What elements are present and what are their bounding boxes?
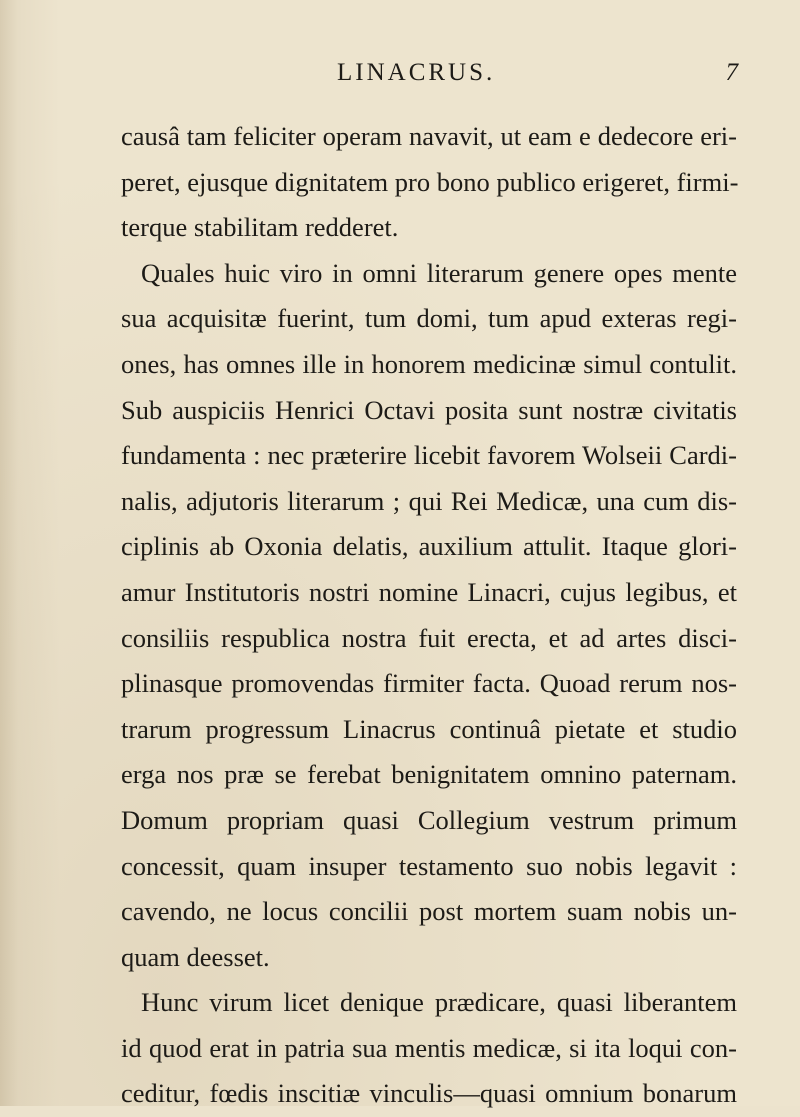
text-line: Domum propriam quasi Collegium vestrum primum xyxy=(121,804,737,835)
text-line: causâ tam feliciter operam navavit, ut eam e dedecore eri- xyxy=(121,121,737,151)
page-number: 7 xyxy=(725,59,738,86)
text-line: fundamenta : nec præterire licebit favorem Wolseii Cardi- xyxy=(121,440,737,471)
text-line: nalis, adjutoris literarum ; qui Rei Medicæ, una cum dis- xyxy=(121,485,737,516)
text-line: ceditur, fœdis inscitiæ vinculis—quasi omnium bonarum xyxy=(121,1078,737,1109)
text-line: Quales huic viro in omni literarum genere opes mente xyxy=(141,257,737,288)
text-line: quam deesset. xyxy=(121,941,270,972)
text-line: trarum progressum Linacrus continuâ pietate et studio xyxy=(121,713,737,744)
text-line: concessit, quam insuper testamento suo nobis legavit : xyxy=(121,850,737,881)
text-line: plinasque promovendas firmiter facta. Quoad rerum nos- xyxy=(121,668,737,699)
running-head-title: LINACRUS. xyxy=(337,59,496,86)
body-text xyxy=(121,114,737,1117)
text-line: sua acquisitæ fuerint, tum domi, tum apud exteras regi- xyxy=(121,303,737,334)
text-line: cavendo, ne locus concilii post mortem suam nobis un- xyxy=(121,896,737,927)
text-line: id quod erat in patria sua mentis medicæ, si ita loqui con- xyxy=(121,1032,737,1063)
text-line: ones, has omnes ille in honorem medicinæ simul contulit. xyxy=(121,348,737,379)
running-head xyxy=(0,58,800,88)
text-line: consiliis respublica nostra fuit erecta, et ad artes disci- xyxy=(121,622,737,653)
text-line: Hunc virum licet denique prædicare, quasi liberantem xyxy=(141,987,737,1018)
text-line: terque stabilitam redderet. xyxy=(121,212,399,243)
text-line: amur Institutoris nostri nomine Linacri, cujus legibus, et xyxy=(121,576,737,607)
text-line: peret, ejusque dignitatem pro bono publico erigeret, firmi- xyxy=(121,166,739,197)
text-line: Sub auspiciis Henrici Octavi posita sunt nostræ civitatis xyxy=(121,394,737,425)
text-line: ciplinis ab Oxonia delatis, auxilium attulit. Itaque glori- xyxy=(121,531,737,562)
text-line: erga nos præ se ferebat benignitatem omnino paternam. xyxy=(121,759,737,790)
